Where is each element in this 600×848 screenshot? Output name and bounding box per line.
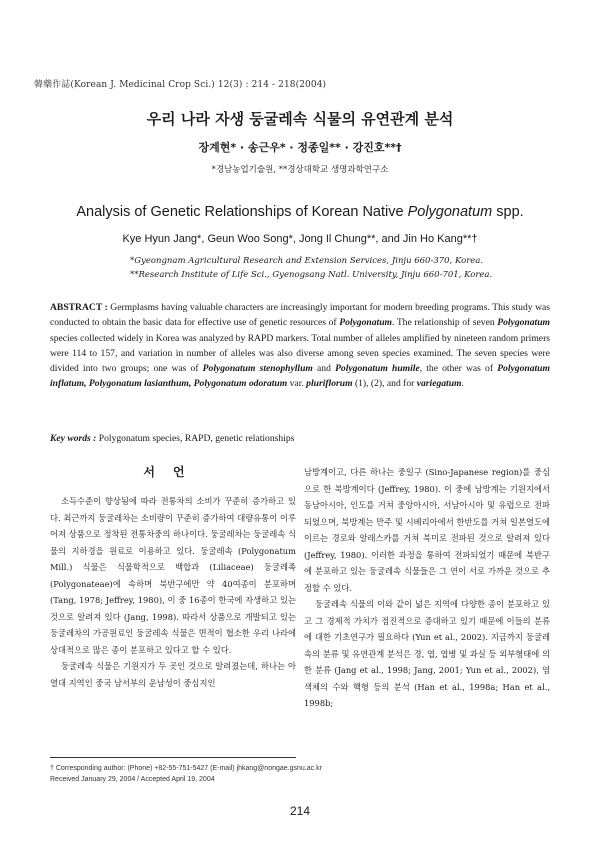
abstract <box>50 300 550 392</box>
english-title-tail: spp. <box>492 204 524 220</box>
english-title <box>0 204 600 220</box>
body-paragraph: 둥굴레속 식물은 기원지가 두 곳인 것으로 알려졌는데, 하나는 아열대 지역인 중국 남서부의 운남성이 중심지인 <box>50 661 296 688</box>
body-paragraph: 남방계이고, 다른 하나는 중일구 (Sino-Japanese region)를 중심으로 한 북방계이다 (Jeffrey, 1980). 이 중에 남방계는 기원지에서 동남아시아, 인도를 거쳐 중앙아시아, 서남아시아 및 유럽으로 전파되었으며, 북방계는 만주 및 시베리아에서 한반도를 거쳐 일본열도에 이르는 경로와 알래스카를 거쳐 북미로 전파된 것으로 알려져 있다 (Jeffrey, 1980). 이러한 과정을 통하여 전파되었기 때문에 북반구에 분포하고 있는 둥굴레속 식물들은 그 연이 서로 가까운 것으로 추정할 수 있다. <box>304 467 550 593</box>
abstract-species-3: Polygonatum stenophyllum <box>202 363 313 375</box>
footnote-received-date: Received January 29, 2004 / Accepted April 19, 2004 <box>50 776 215 783</box>
korean-authors: 장계현* · 송근우* · 정종일** · 강진호**† <box>198 141 402 154</box>
journal-citation: 韓藥作誌(Korean J. Medicinal Crop Sci.) 12(3) : 214 - 218(2004) <box>34 80 327 90</box>
abstract-species-6: pluriflorum <box>306 378 353 390</box>
abstract-text-8: . <box>461 378 464 390</box>
english-authors: Kye Hyun Jang*, Geun Woo Song*, Jong Il Chung**, and Jin Ho Kang**† <box>122 233 478 245</box>
english-title-main: Analysis of Genetic Relationships of Korean Native <box>76 204 408 220</box>
abstract-label: ABSTRACT : <box>50 302 108 313</box>
english-title-genus: Polygonatum <box>407 204 493 220</box>
keywords-text: Polygonatum species, RAPD, genetic relationships <box>96 433 295 444</box>
body-paragraph: 소득수준이 향상됨에 따라 전통차의 소비가 꾸준히 증가하고 있다. 최근까지 둥굴레차는 소비량이 꾸준히 증가하여 대량유통이 이루어져 상품으로 정착된 전통차중의 하나이다. 둥굴레차는 둥굴레속 식물의 지하경을 원료로 이용하고 있다. 둥굴레속 (Polygonatum Mill.) 식물은 식물학적으로 백합과 (Liliaceae) 둥굴레족 (Polygonateae)에 속하며 북반구에만 약 40여종이 분포하며 (Tang, 1978; Jeffrey, 1980), 이 중 16종이 한국에 자생하고 있는 것으로 알려져 있다 (Jang, 1998). 따라서 상품으로 개발되고 있는 둥굴레차의 가공원료인 둥굴레속 식물은 면적이 협소한 우리 나라에 상대적으로 많은 종이 분포하고 있다고 할 수 있다. <box>50 496 296 655</box>
abstract-text-1: Germplasms having valuable characters are increasingly important for modern breeding programs. This study was conducted to obtain the basic data for effective use of genetic resources of <box>50 302 550 329</box>
abstract-species-1: Polygonatum <box>339 317 392 329</box>
abstract-text-4: and <box>312 363 336 375</box>
abstract-species-2: Polygonatum <box>497 317 551 329</box>
footnote-corresponding-author: † Corresponding author: (Phone) +82-55-751-5427 (E-mail) jhkang@nongae.gsnu.ac.kr <box>50 765 322 772</box>
keywords-label: Key words : <box>50 433 97 444</box>
section-heading-introduction: 서언 <box>143 465 203 479</box>
abstract-species-7: variegatum <box>416 378 462 390</box>
korean-title: 우리 나라 자생 둥굴레속 식물의 유연관계 분석 <box>146 110 454 128</box>
abstract-species-4: Polygonatum humile <box>335 363 420 375</box>
right-column <box>304 464 550 712</box>
abstract-text-2: . The relationship of seven <box>392 317 498 329</box>
body-paragraph: 둥굴레속 식물의 이와 같이 넓은 지역에 다양한 종이 분포하고 있고 그 경제적 가치가 점진적으로 증대하고 있기 때문에 이들의 분류에 대한 기초연구가 필요하다 (Yun et al., 2002). 지금까지 둥굴레속의 분류 및 유연관계 분석은 경, 엽, 엽병 및 과실 등 외부형태에 의한 분류 (Jang et al., 1998; Jang, 2001; Yun et al., 2002), 염색체의 수와 핵형 등의 분석 (Han et al., 1998a; Han et al., 1998b; <box>304 599 550 708</box>
abstract-text-3: species collected widely in Korea was analyzed by RAPD markers. Total number of alleles amplified by nineteen random primers were 114 to 157, and variation in number of alleles was also diverse among seven species examined. The seven species were divided into two groups; one was of <box>50 332 550 375</box>
keywords <box>50 433 550 444</box>
abstract-text-7: (1), (2), and for <box>352 378 417 390</box>
left-column <box>50 464 296 691</box>
english-affiliation-1: *Gyeongnam Agricultural Research and Extension Services, Jinju 660-370, Korea. <box>130 256 484 266</box>
abstract-species-5: Polygonatum inflatum, Polygonatum lasianthum, Polygonatum odoratum <box>50 363 550 390</box>
english-affiliation-2: **Research Institute of Life Sci., Gyenogsang Natl. University, Jinju 660-701, Korea. <box>130 270 493 280</box>
footnote-rule <box>50 757 296 758</box>
abstract-text-6: var. <box>287 378 307 390</box>
korean-affiliation: *경남농업기술원, **경상대학교 생명과학연구소 <box>211 165 389 175</box>
page-number: 214 <box>289 804 311 818</box>
abstract-text-5: , the other was of <box>419 363 498 375</box>
